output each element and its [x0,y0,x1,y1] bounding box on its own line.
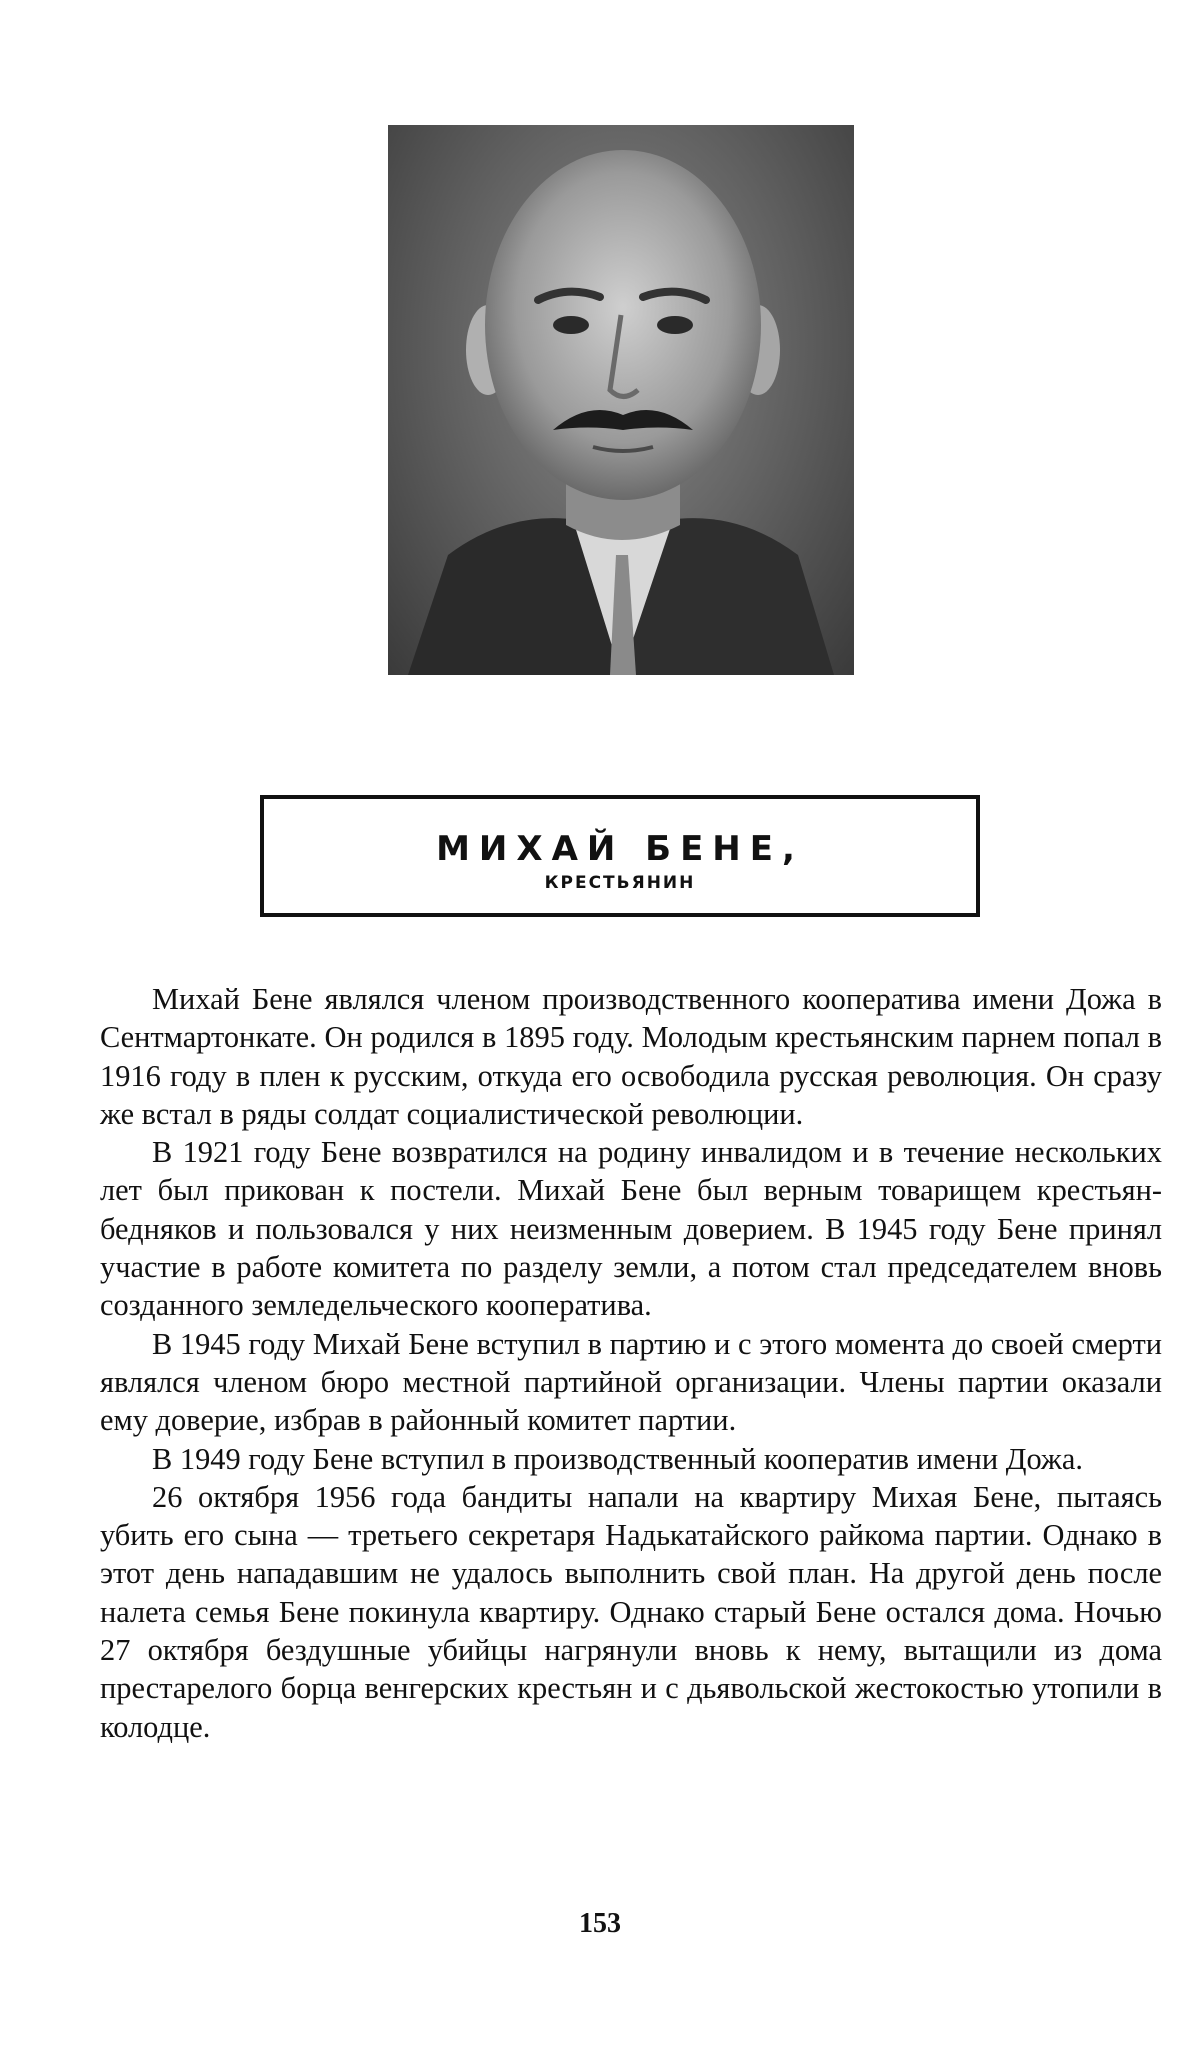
person-role: КРЕСТЬЯНИН [544,873,696,893]
paragraph: В 1921 году Бене возвратился на родину инвалидом и в течение нескольких лет был прикован к постели. Михай Бене был верным товарищем крестьян-бедняков и пользовался у них неизменным доверием. В 1945 году Бене принял участие в работе комитета по разделу земли, а потом стал председателем вновь созданного земледельческого кооператива. [100,1135,1162,1323]
paragraph: В 1949 году Бене вступил в производственный кооператив имени Дожа. [152,1441,1083,1476]
paragraph: 26 октября 1956 года бандиты напали на квартиру Михая Бене, пытаясь убить его сына — третьего секретаря Надькатайского райкома партии. Однако в этот день нападавшим не удалось выполнить свой план. На другой день после налета семья Бене покинула квартиру. Однако старый Бене остался дома. Ночью 27 октября бездушные убийцы нагрянули вновь к нему, вытащили из дома престарелого борца венгерских крестьян и с дьявольской жестокостью утопили в колодце. [100,1479,1162,1744]
paragraph: В 1945 году Михай Бене вступил в партию и с этого момента до своей смерти являлся членом бюро местной партийной организации. Члены партии оказали ему доверие, избрав в районный комитет партии. [100,1326,1162,1438]
person-name: МИХАЙ БЕНЕ, [436,829,804,869]
biography-text [100,980,1162,1746]
caption-box [260,795,980,917]
page-number: 153 [579,1908,621,1939]
portrait-photo [388,125,854,675]
paragraph: Михай Бене являлся членом производственного кооператива имени Дожа в Сентмартонкате. Он родился в 1895 году. Молодым крестьянским парнем попал в 1916 году в плен к русским, откуда его освободила русская революция. Он сразу же встал в ряды солдат социалистической революции. [100,982,1162,1131]
